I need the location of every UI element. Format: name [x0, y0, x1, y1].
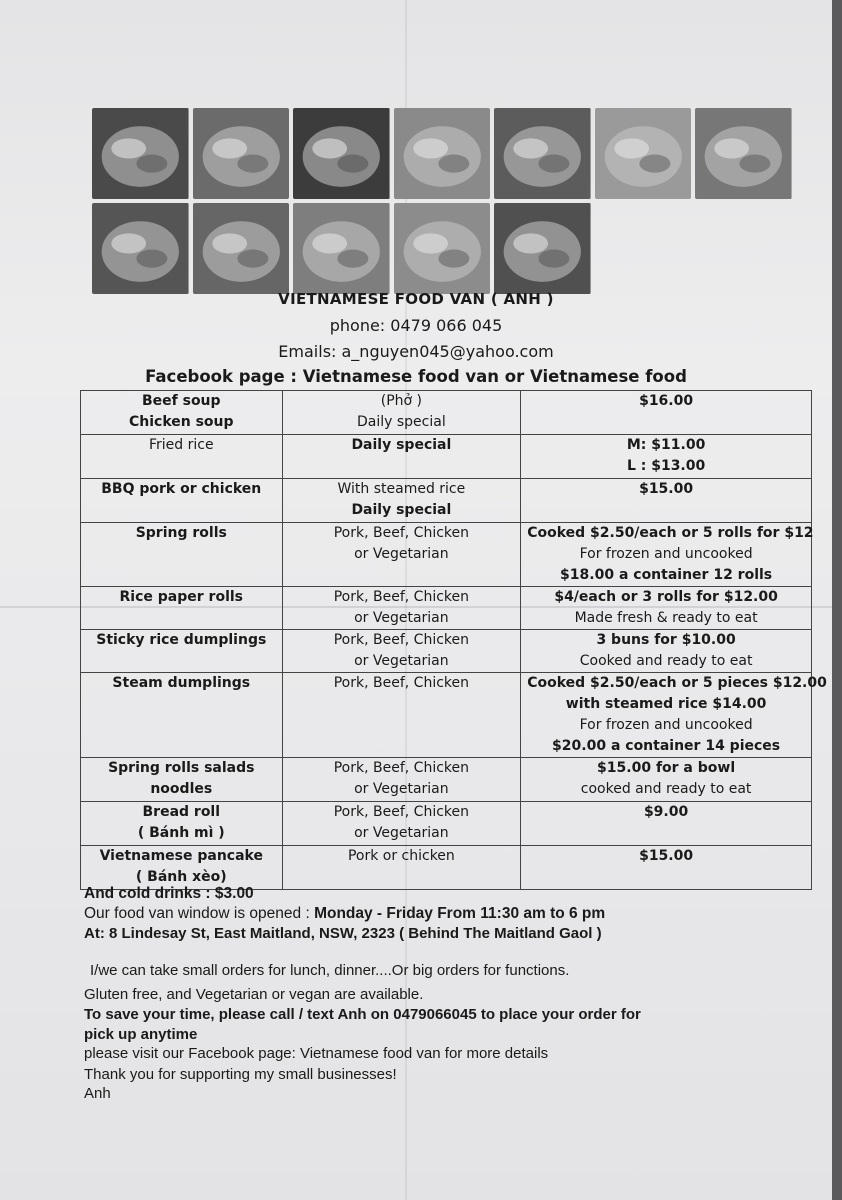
- item-name: Rice paper rolls: [81, 587, 283, 630]
- item-description: Pork, Beef, Chicken or Vegetarian: [282, 630, 521, 673]
- item-description: Pork, Beef, Chicken or Vegetarian: [282, 587, 521, 630]
- item-name: Vietnamese pancake ( Bánh xèo): [81, 846, 283, 890]
- menu-row-rice-paper-rolls: [81, 587, 812, 630]
- item-price: 3 buns for $10.00 Cooked and ready to eat: [521, 630, 812, 673]
- email-line: Emails: a_nguyen045@yahoo.com: [278, 342, 554, 361]
- item-name: Bread roll ( Bánh mì ): [81, 802, 283, 846]
- fried-rice-photo: [293, 203, 390, 294]
- item-description: Pork, Beef, Chicken or Vegetarian: [282, 523, 521, 587]
- menu-row-fried-rice: [81, 435, 812, 479]
- item-description: Pork, Beef, Chicken: [282, 673, 521, 758]
- rice-paper-rolls-photo: [494, 108, 591, 199]
- noodle-plate-photo: [394, 108, 491, 199]
- item-description: Pork, Beef, Chicken or Vegetarian: [282, 758, 521, 802]
- item-price: $15.00: [521, 479, 812, 523]
- item-description: Pork, Beef, Chicken or Vegetarian: [282, 802, 521, 846]
- item-name: Fried rice: [81, 435, 283, 479]
- pancake-photo: [193, 203, 290, 294]
- business-title: VIETNAMESE FOOD VAN ( ANH ): [278, 290, 554, 308]
- item-name: Steam dumplings: [81, 673, 283, 758]
- menu-row-bbq: [81, 479, 812, 523]
- menu-row-beef-soup: [81, 391, 812, 435]
- menu-row-pancake: [81, 846, 812, 890]
- phone-line: phone: 0479 066 045: [329, 316, 503, 335]
- food-photo-strip: [92, 108, 792, 294]
- facebook-visit: please visit our Facebook page: Vietnamese food van for more details: [84, 1045, 549, 1062]
- salad-photo: [92, 203, 189, 294]
- call-to-order-line-1: To save your time, please call / text Anh on 0479066045 to place your order for: [84, 1006, 641, 1023]
- item-name: BBQ pork or chicken: [81, 479, 283, 523]
- stacked-rolls-photo: [595, 108, 692, 199]
- call-to-order-line-2: pick up anytime: [84, 1026, 198, 1043]
- item-price: $15.00: [521, 846, 812, 890]
- menu-table: [80, 390, 827, 890]
- item-name: Spring rolls: [81, 523, 283, 587]
- dumplings-photo: [695, 108, 792, 199]
- cold-drinks: And cold drinks : $3.00: [84, 885, 254, 902]
- item-price: M: $11.00 L : $13.00: [521, 435, 812, 479]
- spring-rolls-photo: [92, 108, 189, 199]
- soup-bowl-photo: [394, 203, 491, 294]
- item-description: With steamed rice Daily special: [282, 479, 521, 523]
- facebook-line: Facebook page : Vietnamese food van or Vietnamese food: [145, 367, 687, 386]
- item-description: (Phở ) Daily special: [282, 391, 521, 435]
- item-price: $4/each or 3 rolls for $12.00 Made fresh & ready to eat: [521, 587, 812, 630]
- thank-you: Thank you for supporting my small businesses!: [84, 1066, 397, 1083]
- opening-hours: Our food van window is opened : Monday - Friday From 11:30 am to 6 pm: [84, 905, 606, 922]
- menu-row-salads: [81, 758, 812, 802]
- item-price: $15.00 for a bowl cooked and ready to eat: [521, 758, 812, 802]
- orders-note: I/we can take small orders for lunch, dinner....Or big orders for functions.: [90, 962, 570, 979]
- item-price: Cooked $2.50/each or 5 pieces $12.00 with steamed rice $14.00 For frozen and uncooked $20.00 a container 14 pieces: [521, 673, 812, 758]
- dipping-sauce-photo: [494, 203, 591, 294]
- signature: Anh: [84, 1085, 111, 1102]
- menu-row-spring-rolls: [81, 523, 812, 587]
- menu-row-steam-dumplings: [81, 673, 812, 758]
- menu-row-banh-mi: [81, 802, 812, 846]
- item-name: Sticky rice dumplings: [81, 630, 283, 673]
- address: At: 8 Lindesay St, East Maitland, NSW, 2323 ( Behind The Maitland Gaol ): [84, 925, 602, 942]
- item-name: Beef soup Chicken soup: [81, 391, 283, 435]
- item-name: Spring rolls salads noodles: [81, 758, 283, 802]
- item-price: Cooked $2.50/each or 5 rolls for $12 For frozen and uncooked $18.00 a container 12 rolls: [521, 523, 812, 587]
- item-description: Daily special: [282, 435, 521, 479]
- banh-mi-photo: [193, 108, 290, 199]
- menu-row-sticky-rice: [81, 630, 812, 673]
- pancake-pan-photo: [293, 108, 390, 199]
- item-price: $16.00: [521, 391, 812, 435]
- item-price: $9.00: [521, 802, 812, 846]
- item-description: Pork or chicken: [282, 846, 521, 890]
- dietary-note: Gluten free, and Vegetarian or vegan are available.: [84, 986, 424, 1003]
